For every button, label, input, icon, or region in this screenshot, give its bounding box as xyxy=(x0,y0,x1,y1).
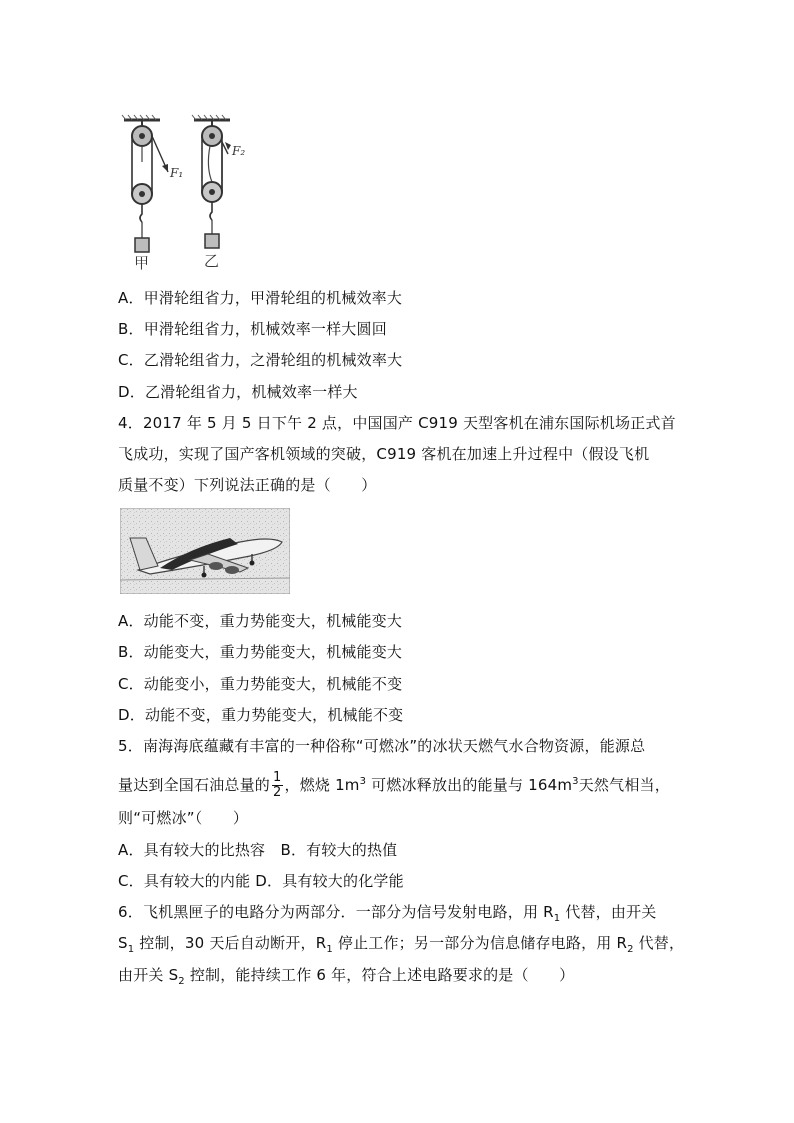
fraction-denominator: 2 xyxy=(273,785,282,800)
q5-sup-1: 3 xyxy=(359,776,367,787)
pulley-diagram xyxy=(118,112,258,272)
q5-stem-line3: 则“可燃冰”（ ） xyxy=(118,809,249,827)
q3-option-d: D．乙滑轮组省力，机械效率一样大 xyxy=(118,383,358,401)
q4-option-a: A．动能不变，重力势能变大，机械能变大 xyxy=(118,612,403,630)
q5-text-post: 天然气相当， xyxy=(578,776,670,794)
q6-l1-b: 代替，由开关 xyxy=(560,903,657,921)
q6-l3-a: 由开关 S xyxy=(118,966,179,984)
q6-stem-line2 xyxy=(118,933,684,960)
q4-stem-line3: 质量不变）下列说法正确的是（ ） xyxy=(118,476,377,494)
q6-l2-sub1: 1 xyxy=(127,944,135,955)
q6-l2-a: S xyxy=(118,934,128,952)
q6-l1-sub: 1 xyxy=(553,913,561,924)
q6-l2-c: 停止工作；另一部分为信息储存电路，用 R xyxy=(332,934,628,952)
q3-option-c: C．乙滑轮组省力，之滑轮组的机械效率大 xyxy=(118,351,403,369)
q4-option-d: D．动能不变，重力势能变大，机械能不变 xyxy=(118,706,404,724)
q5-text-mid2: 可燃冰释放出的能量与 164m xyxy=(366,776,573,794)
q6-l1-a: 6．飞机黑匣子的电路分为两部分．一部分为信号发射电路，用 R xyxy=(118,903,554,921)
label-yi: 乙 xyxy=(204,252,220,270)
q4-option-c: C．动能变小，重力势能变大，机械能不变 xyxy=(118,675,403,693)
fraction-numerator: 1 xyxy=(273,770,282,785)
q4-stem-line2: 飞成功，实现了国产客机领域的突破，C919 客机在加速上升过程中（假设飞机 xyxy=(118,445,650,463)
label-jia: 甲 xyxy=(134,254,150,272)
q5-options-row1: A．具有较大的比热容 B．有较大的热值 xyxy=(118,841,398,859)
q5-sup-2: 3 xyxy=(572,776,579,787)
force-label-f1: F₁ xyxy=(170,166,184,180)
q4-stem-line1: 4．2017 年 5 月 5 日下午 2 点，中国国产 C919 天型客机在浦东国际机场正式首 xyxy=(118,414,676,432)
q6-stem-line3 xyxy=(118,965,574,992)
force-label-f2: F₂ xyxy=(232,144,246,158)
pulley-figure xyxy=(118,112,258,272)
q5-options-row2: C．具有较大的内能 D．具有较大的化学能 xyxy=(118,872,404,890)
q5-stem-line1: 5．南海海底蕴藏有丰富的一种俗称“可燃冰”的冰状天燃气水合物资源，能源总 xyxy=(118,737,646,755)
q6-l3-sub: 2 xyxy=(178,976,185,987)
q3-option-b: B．甲滑轮组省力，机械效率一样大圆回 xyxy=(118,320,387,338)
q6-l3-b: 控制，能持续工作 6 年，符合上述电路要求的是（ ） xyxy=(184,966,575,984)
q5-stem-line2 xyxy=(118,766,670,801)
q6-l2-sub3: 2 xyxy=(627,944,634,955)
q4-option-b: B．动能变大，重力势能变大，机械能变大 xyxy=(118,643,403,661)
airplane-image xyxy=(120,508,290,594)
q3-option-a: A．甲滑轮组省力，甲滑轮组的机械效率大 xyxy=(118,289,403,307)
q6-l2-sub2: 1 xyxy=(326,944,333,955)
q6-stem-line1 xyxy=(118,902,656,929)
q6-l2-b: 控制，30 天后自动断开，R xyxy=(134,934,327,952)
q6-l2-d: 代替， xyxy=(633,934,685,952)
q5-text-pre: 量达到全国石油总量的 xyxy=(118,776,271,794)
q5-text-mid: ，燃烧 1m xyxy=(284,776,360,794)
fraction-one-half xyxy=(272,771,282,800)
airplane-photo xyxy=(120,508,290,594)
